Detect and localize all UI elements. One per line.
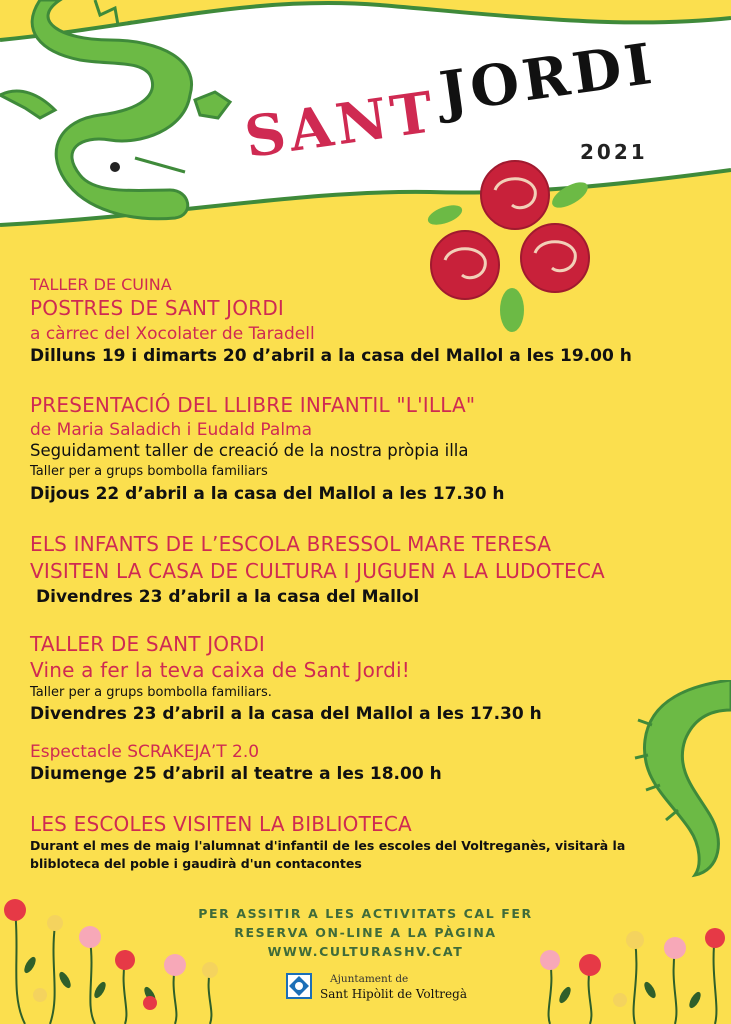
title-year: 2021 <box>580 140 648 164</box>
event2-note: Taller per a grups bombolla familiars <box>30 464 268 479</box>
event4-title: TALLER DE SANT JORDI <box>30 632 266 656</box>
logo-text-top: Ajuntament de <box>330 973 409 985</box>
logo-text-bottom: Sant Hipòlit de Voltregà <box>320 987 467 1001</box>
event2-byline: de Maria Saladich i Eudald Palma <box>30 420 313 440</box>
event4-subtitle: Vine a fer la teva caixa de Sant Jordi! <box>30 658 410 682</box>
footer-line1: PER ASSITIR A LES ACTIVITATS CAL FER <box>198 906 533 921</box>
roses-illustration <box>420 150 600 340</box>
dragon-tail-illustration <box>630 680 731 880</box>
event6-title: LES ESCOLES VISITEN LA BIBLIOTECA <box>30 812 412 836</box>
event4-when: Divendres 23 d’abril a la casa del Mallol a les 17.30 h <box>30 704 542 724</box>
title-jordi: JORDI <box>435 30 660 126</box>
council-logo-icon <box>285 972 313 1000</box>
event5-when: Diumenge 25 d’abril al teatre a les 18.00 h <box>30 764 442 784</box>
event3-when: Divendres 23 d’abril a la casa del Mallol <box>36 587 420 607</box>
event2-desc: Seguidament taller de creació de la nostra pròpia illa <box>30 441 469 460</box>
event6-desc-line2: blibloteca del poble i gaudirà d'un contacontes <box>30 856 362 871</box>
event3-title-line1: ELS INFANTS DE L’ESCOLA BRESSOL MARE TERESA <box>30 532 552 556</box>
title-sant: SANT <box>240 78 441 171</box>
dragon-illustration <box>0 0 250 230</box>
event1-when: Dilluns 19 i dimarts 20 d’abril a la casa del Mallol a les 19.00 h <box>30 346 632 366</box>
event6-desc-line1: Durant el mes de maig l'alumnat d'infantil de les escoles del Voltreganès, visitarà la <box>30 838 626 853</box>
event1-byline: a càrrec del Xocolater de Taradell <box>30 324 315 344</box>
event4-note: Taller per a grups bombolla familiars. <box>30 685 272 700</box>
event5-title: Espectacle SCRAKEJA’T 2.0 <box>30 742 260 762</box>
event3-title-line2: VISITEN LA CASA DE CULTURA I JUGUEN A LA LUDOTECA <box>30 559 605 583</box>
footer-line2: RESERVA ON-LINE A LA PÀGINA <box>234 925 497 940</box>
event2-when: Dijous 22 d’abril a la casa del Mallol a les 17.30 h <box>30 484 505 504</box>
event2-title: PRESENTACIÓ DEL LLIBRE INFANTIL "L'ILLA" <box>30 393 476 417</box>
event1-kicker: TALLER DE CUINA <box>30 275 172 294</box>
event1-title: POSTRES DE SANT JORDI <box>30 296 285 320</box>
footer-line3: WWW.CULTURASHV.CAT <box>267 944 464 959</box>
